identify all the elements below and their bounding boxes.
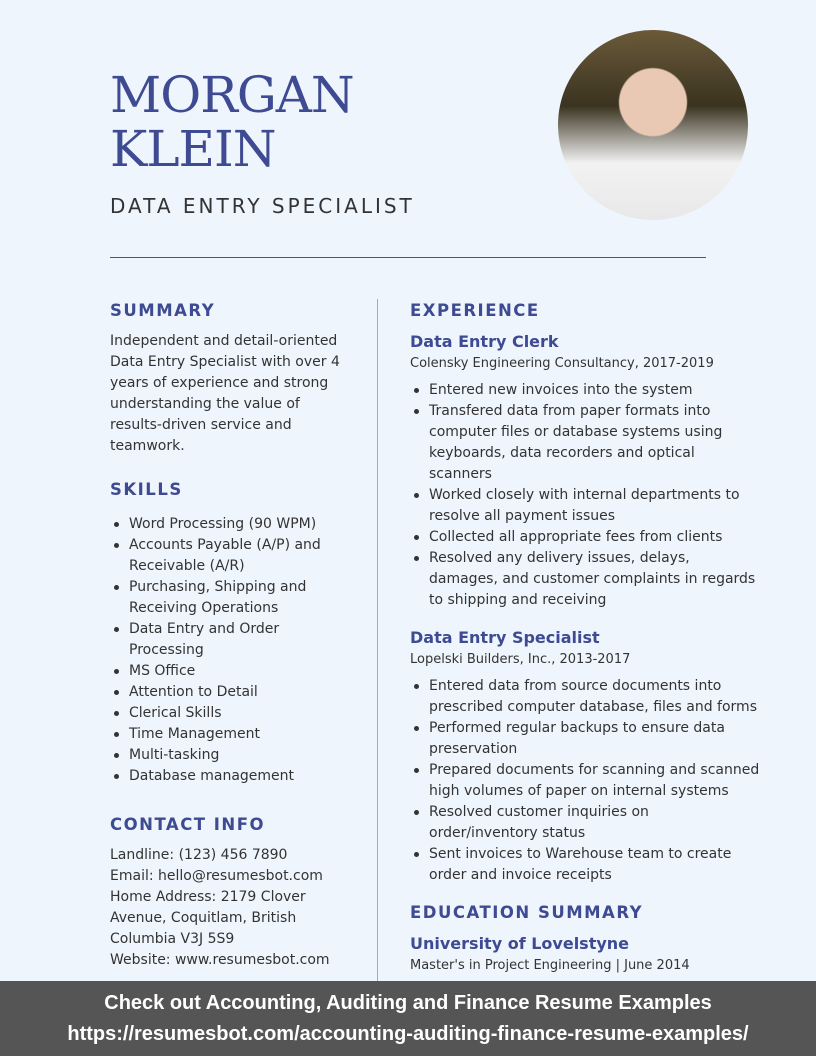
job-entry — [410, 627, 760, 886]
job-title: DATA ENTRY SPECIALIST — [110, 194, 415, 218]
contact-line: Home Address: 2179 Clover Avenue, Coquitlam, British Columbia V3J 5S9 — [110, 889, 306, 947]
skill-item: Time Management — [110, 724, 350, 745]
skill-item: Attention to Detail — [110, 682, 350, 703]
footer-banner[interactable] — [0, 981, 816, 1056]
summary-heading: SUMMARY — [110, 301, 216, 320]
name-line-2: KLEIN — [110, 120, 276, 178]
jobs-list — [410, 331, 760, 886]
job-bullet: Entered new invoices into the system — [410, 380, 760, 401]
name-line-1: MORGAN — [110, 66, 354, 124]
skill-item: Purchasing, Shipping and Receiving Operations — [110, 577, 350, 619]
job-bullet: Prepared documents for scanning and scanned high volumes of paper on internal systems — [410, 760, 760, 802]
education-degree: Master's in Project Engineering | June 2014 — [410, 958, 690, 973]
left-column — [110, 300, 350, 971]
column-divider — [377, 299, 378, 981]
job-role: Data Entry Specialist — [410, 628, 600, 647]
contact-heading: CONTACT INFO — [110, 815, 266, 834]
job-company: Lopelski Builders, Inc., 2013-2017 — [410, 652, 631, 667]
skill-item: Clerical Skills — [110, 703, 350, 724]
job-bullet: Transfered data from paper formats into computer files or database systems using keyboards, data recorders and optical scanners — [410, 401, 760, 485]
job-bullet: Resolved customer inquiries on order/inventory status — [410, 802, 760, 844]
job-bullets — [410, 380, 760, 611]
job-bullets — [410, 676, 760, 886]
job-bullet: Collected all appropriate fees from clients — [410, 527, 760, 548]
footer-link[interactable]: https://resumesbot.com/accounting-auditing-finance-resume-examples/ — [67, 1023, 749, 1045]
job-bullet: Performed regular backups to ensure data preservation — [410, 718, 760, 760]
skill-item: Data Entry and Order Processing — [110, 619, 350, 661]
skills-list — [110, 514, 350, 787]
skill-item: MS Office — [110, 661, 350, 682]
job-bullet: Resolved any delivery issues, delays, damages, and customer complaints in regards to shipping and receiving — [410, 548, 760, 611]
header-divider — [110, 257, 706, 258]
candidate-name — [110, 68, 354, 176]
skill-item: Accounts Payable (A/P) and Receivable (A/R) — [110, 535, 350, 577]
job-bullet: Sent invoices to Warehouse team to create order and invoice receipts — [410, 844, 760, 886]
profile-photo — [558, 30, 748, 220]
job-role: Data Entry Clerk — [410, 332, 559, 351]
right-column — [410, 300, 760, 982]
job-bullet: Entered data from source documents into prescribed computer database, files and forms — [410, 676, 760, 718]
job-bullet: Worked closely with internal departments to resolve all payment issues — [410, 485, 760, 527]
skill-item: Multi-tasking — [110, 745, 350, 766]
contact-line: Email: hello@resumesbot.com — [110, 868, 323, 884]
skill-item: Word Processing (90 WPM) — [110, 514, 350, 535]
education-heading: EDUCATION SUMMARY — [410, 903, 644, 922]
experience-heading: EXPERIENCE — [410, 301, 540, 320]
skills-heading: SKILLS — [110, 480, 183, 499]
summary-text: Independent and detail-oriented Data Entry Specialist with over 4 years of experience and strong understanding the value of results-driven service and teamwork. — [110, 333, 340, 454]
job-company: Colensky Engineering Consultancy, 2017-2019 — [410, 356, 714, 371]
job-entry — [410, 331, 760, 611]
skill-item: Database management — [110, 766, 350, 787]
education-school: University of Lovelstyne — [410, 934, 630, 953]
contact-info — [110, 845, 350, 971]
contact-line: Website: www.resumesbot.com — [110, 952, 330, 968]
footer-title[interactable]: Check out Accounting, Auditing and Finance Resume Examples — [104, 992, 712, 1014]
contact-line: Landline: (123) 456 7890 — [110, 847, 288, 863]
